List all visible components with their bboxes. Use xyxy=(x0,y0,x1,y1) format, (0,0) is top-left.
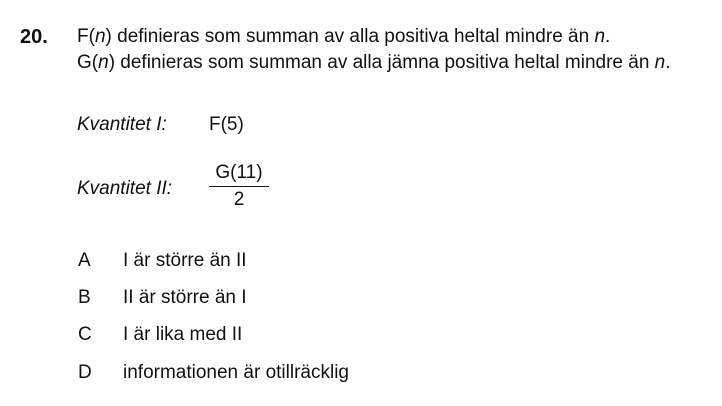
option-c-text[interactable]: I är lika med II xyxy=(123,324,243,345)
option-a-text[interactable]: I är större än II xyxy=(123,250,247,271)
definition-g xyxy=(77,52,671,74)
option-b-text[interactable]: II är större än I xyxy=(123,287,247,308)
definition-f-var: n xyxy=(94,26,106,47)
definition-f-body: ) definieras som summan av alla positiva heltal mindre än xyxy=(105,26,595,47)
quantity-one-expression: F(5) xyxy=(209,114,244,135)
definition-g-end: . xyxy=(665,52,671,73)
option-d-text[interactable]: informationen är otillräcklig xyxy=(123,362,349,383)
option-b-letter[interactable]: B xyxy=(78,287,91,308)
definition-f-var-end: n xyxy=(594,26,606,47)
quantity-two-label: Kvantitet II: xyxy=(77,178,173,199)
fraction-denominator: 2 xyxy=(233,189,245,210)
definition-g-var-end: n xyxy=(654,52,666,73)
quantity-one-label: Kvantitet I: xyxy=(77,114,167,135)
quantity-two-fraction xyxy=(209,162,269,211)
option-c-letter[interactable]: C xyxy=(78,324,92,345)
definition-g-var: n xyxy=(98,52,109,73)
fraction-numerator: G(11) xyxy=(215,162,263,183)
definition-f xyxy=(77,26,610,48)
question-number: 20. xyxy=(20,26,48,48)
definition-f-pre: F( xyxy=(77,26,95,47)
option-a-letter[interactable]: A xyxy=(78,250,91,271)
definition-f-end: . xyxy=(605,26,611,47)
definition-g-pre: G( xyxy=(77,52,99,73)
definition-g-body: ) definieras som summan av alla jämna positiva heltal mindre än xyxy=(108,52,655,73)
option-d-letter[interactable]: D xyxy=(78,362,92,383)
